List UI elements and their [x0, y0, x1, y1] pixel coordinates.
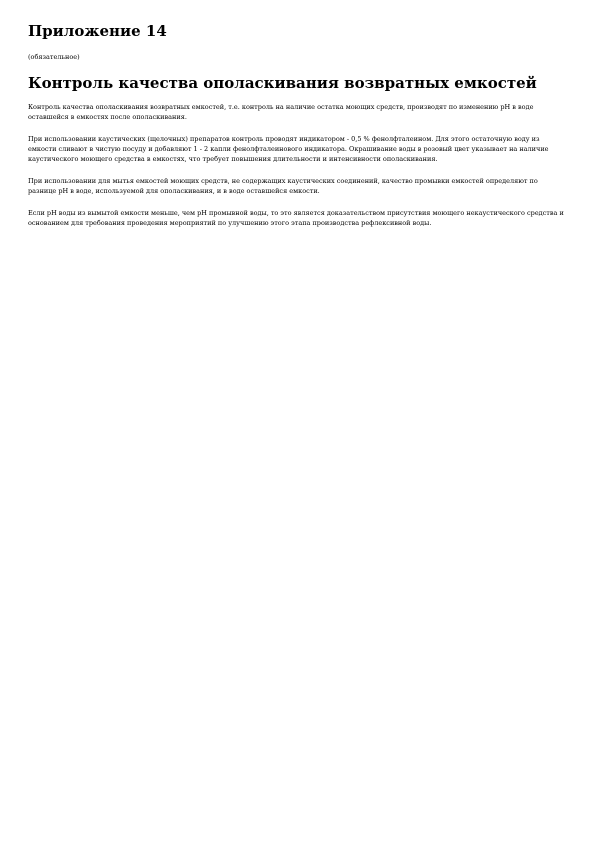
- paragraph-2: При использовании каустических (щелочных) препаратов контроль проводят индикатором - 0,5 % фенолфталеином. Для этого остаточную воду из емкости сливают в чистую посуду и добавляют 1 - 2 капли фенолфталеинового индикатора. Окрашивание воды в розовый цвет указывает на наличие каустического моющего средства в емкостях, что требует повышения длительности и интенсивности ополаскивания.: [28, 135, 549, 163]
- appendix-title: Приложение 14: [28, 22, 167, 40]
- document-title: Контроль качества ополаскивания возвратных емкостей: [28, 74, 537, 92]
- paragraph-4: Если pH воды из вымытой емкости меньше, чем pH промывной воды, то это является доказательством присутствия моющего некаустического средства и основанием для требования проведения мероприятий по улучшению этого этапа производства рефлексивной воды.: [28, 209, 564, 227]
- mandatory-note: (обязательное): [28, 53, 80, 61]
- document-page: [28, 22, 568, 228]
- paragraph-3: При использовании для мытья емкостей моющих средств, не содержащих каустических соединений, качество промывки емкостей определяют по разнице pH в воде, используемой для ополаскивания, и в воде оставшейся емкости.: [28, 177, 538, 195]
- paragraph-1: Контроль качества ополаскивания возвратных емкостей, т.е. контроль на наличие остатка моющих средств, производят по изменению pH в воде оставшейся в емкостях после ополаскивания.: [28, 103, 534, 121]
